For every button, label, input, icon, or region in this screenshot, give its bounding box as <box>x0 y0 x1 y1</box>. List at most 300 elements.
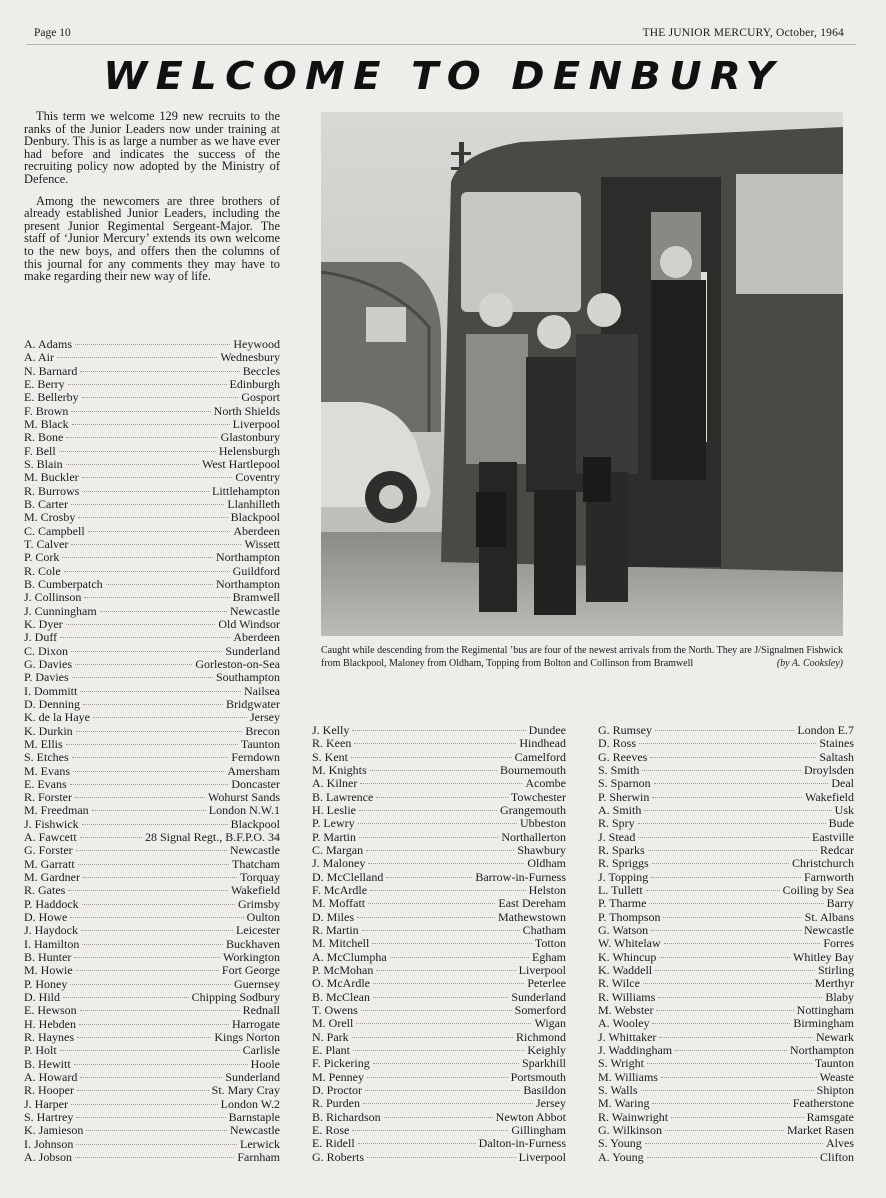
recruit-row <box>24 1031 280 1044</box>
recruit-hometown: Whitley Bay <box>793 949 854 964</box>
recruit-name: P. Honey <box>24 976 68 991</box>
recruit-row <box>24 578 280 591</box>
recruit-row <box>24 751 280 764</box>
recruit-row <box>312 1071 566 1084</box>
leader-dots <box>363 1103 533 1104</box>
recruit-row <box>598 1084 854 1097</box>
recruit-row <box>312 1137 566 1150</box>
recruit-name: E. Plant <box>312 1042 350 1057</box>
leader-dots <box>71 411 210 412</box>
recruit-row <box>312 1057 566 1070</box>
leader-dots <box>80 1010 240 1011</box>
leader-dots <box>370 890 526 891</box>
recruit-list-column-3 <box>598 724 854 1164</box>
recruit-hometown: Newton Abbot <box>495 1109 566 1124</box>
recruit-row <box>312 871 566 884</box>
leader-dots <box>77 1037 211 1038</box>
leader-dots <box>368 903 495 904</box>
recruit-row <box>24 498 280 511</box>
masthead: THE JUNIOR MERCURY, October, 1964 <box>642 27 844 39</box>
recruit-row <box>24 765 280 778</box>
recruit-hometown: Nottingham <box>796 1002 854 1017</box>
recruit-name: J. Cunningham <box>24 603 97 618</box>
leader-dots <box>76 1117 225 1118</box>
recruit-name: F. Pickering <box>312 1056 370 1071</box>
leader-dots <box>367 1077 508 1078</box>
recruit-name: D. Proctor <box>312 1082 362 1097</box>
recruit-hometown: Stirling <box>817 962 854 977</box>
leader-dots <box>646 890 780 891</box>
recruit-name: J. Haydock <box>24 923 78 938</box>
recruit-row <box>24 951 280 964</box>
recruit-name: P. Sherwin <box>598 789 650 804</box>
recruit-row <box>24 858 280 871</box>
recruit-row <box>598 804 854 817</box>
leader-dots <box>647 1157 817 1158</box>
recruit-hometown: Hindhead <box>519 736 566 751</box>
recruit-hometown: Saltash <box>819 749 854 764</box>
recruit-hometown: Wohurst Sands <box>207 790 280 805</box>
recruit-row <box>312 1111 566 1124</box>
recruit-hometown: Deal <box>831 776 854 791</box>
leader-dots <box>376 970 515 971</box>
recruit-hometown: Farnworth <box>804 869 854 884</box>
recruit-name: S. Sparnon <box>598 776 651 791</box>
recruit-hometown: North Shields <box>213 403 280 418</box>
recruit-row <box>24 458 280 471</box>
leader-dots <box>659 1037 813 1038</box>
recruit-name: R. Williams <box>598 989 656 1004</box>
recruit-name: T. Calver <box>24 536 69 551</box>
leader-dots <box>80 1077 222 1078</box>
leader-dots <box>78 864 229 865</box>
recruit-hometown: Merthyr <box>814 976 854 991</box>
recruit-hometown: Clifton <box>819 1149 854 1164</box>
recruit-row <box>598 844 854 857</box>
recruit-name: A. Adams <box>24 337 72 351</box>
recruit-row <box>312 991 566 1004</box>
leader-dots <box>373 997 508 998</box>
recruit-hometown: Sunderland <box>225 643 280 658</box>
leader-dots <box>70 984 231 985</box>
recruit-row <box>24 565 280 578</box>
recruit-name: A. McClumpha <box>312 949 387 964</box>
recruit-hometown: Keighly <box>527 1042 566 1057</box>
recruit-hometown: Grangemouth <box>500 802 566 817</box>
recruit-name: P. Cork <box>24 550 60 565</box>
recruit-hometown: Buckhaven <box>226 936 280 951</box>
leader-dots <box>656 1010 793 1011</box>
recruit-name: G. Roberts <box>312 1149 364 1164</box>
recruit-row <box>24 725 280 738</box>
recruit-row <box>24 831 280 844</box>
recruit-row <box>312 844 566 857</box>
recruit-hometown: Wakefield <box>230 883 280 898</box>
recruit-row <box>24 658 280 671</box>
leader-dots <box>78 517 227 518</box>
recruit-name: M. Howie <box>24 963 73 978</box>
recruit-row <box>598 1057 854 1070</box>
leader-dots <box>70 784 229 785</box>
recruit-row <box>24 938 280 951</box>
recruit-hometown: Featherstone <box>792 1096 854 1111</box>
recruit-hometown: Barrow-in-Furness <box>475 869 566 884</box>
leader-dots <box>359 810 497 811</box>
recruit-hometown: Totton <box>534 936 566 951</box>
recruit-hometown: Weaste <box>819 1069 854 1084</box>
recruit-name: S. Kent <box>312 749 348 764</box>
recruit-row <box>24 1111 280 1124</box>
recruit-row <box>312 791 566 804</box>
recruit-row <box>312 911 566 924</box>
leader-dots <box>80 837 142 838</box>
recruit-name: G. Davies <box>24 656 72 671</box>
recruit-hometown: Acombe <box>525 776 566 791</box>
recruit-hometown: Wissett <box>244 536 280 551</box>
recruit-row <box>598 991 854 1004</box>
recruit-row <box>598 1137 854 1150</box>
recruit-name: J. Kelly <box>312 723 350 737</box>
recruit-row <box>24 405 280 418</box>
recruit-name: E. Rose <box>312 1122 350 1137</box>
recruit-name: J. Fishwick <box>24 816 79 831</box>
leader-dots <box>75 1157 234 1158</box>
recruit-hometown: London N.W.1 <box>208 803 280 818</box>
recruit-name: P. Haddock <box>24 896 79 911</box>
recruit-hometown: Torquay <box>240 870 280 885</box>
recruit-hometown: Chatham <box>522 922 566 937</box>
recruit-name: P. McMohan <box>312 962 374 977</box>
recruit-hometown: Grimsby <box>238 896 280 911</box>
recruit-hometown: Farnham <box>237 1150 280 1165</box>
leader-dots <box>71 651 222 652</box>
recruit-name: I. Johnson <box>24 1136 74 1151</box>
recruit-name: M. Webster <box>598 1002 654 1017</box>
leader-dots <box>659 957 790 958</box>
recruit-hometown: Sparkhill <box>522 1056 566 1071</box>
leader-dots <box>66 437 217 438</box>
recruit-list-column-2 <box>312 724 566 1164</box>
recruit-name: B. Lawrence <box>312 789 374 804</box>
recruit-row <box>312 831 566 844</box>
recruit-hometown: Coventry <box>235 470 280 485</box>
leader-dots <box>64 571 230 572</box>
recruit-name: P. Martin <box>312 829 357 844</box>
leader-dots <box>654 783 829 784</box>
recruit-name: D. Hild <box>24 990 60 1005</box>
leader-dots <box>73 771 224 772</box>
recruit-row <box>598 817 854 830</box>
recruit-row <box>312 951 566 964</box>
recruit-hometown: Wigan <box>534 1016 566 1031</box>
recruit-hometown: Wakefield <box>804 789 854 804</box>
recruit-name: L. Tullett <box>598 882 643 897</box>
recruit-row <box>24 471 280 484</box>
recruit-row <box>598 951 854 964</box>
leader-dots <box>75 664 192 665</box>
leader-dots <box>652 1103 789 1104</box>
recruit-hometown: Newcastle <box>230 843 280 858</box>
recruit-row <box>598 1017 854 1030</box>
recruit-name: M. Garratt <box>24 856 75 871</box>
recruit-name: W. Whitelaw <box>598 936 661 951</box>
recruit-name: B. Hewitt <box>24 1056 71 1071</box>
recruit-hometown: Ubbeston <box>520 816 566 831</box>
recruit-hometown: East Dereham <box>498 896 566 911</box>
leader-dots <box>365 1090 520 1091</box>
recruit-row <box>24 671 280 684</box>
recruit-row <box>598 777 854 790</box>
recruit-hometown: Blackpool <box>230 510 280 525</box>
leader-dots <box>647 1063 812 1064</box>
recruit-hometown: Blackpool <box>230 816 280 831</box>
recruit-row <box>598 737 854 750</box>
recruit-hometown: Northallerton <box>501 829 566 844</box>
recruit-name: M. Orell <box>312 1016 354 1031</box>
recruit-hometown: Northampton <box>216 576 280 591</box>
recruit-name: R. Spriggs <box>598 856 649 871</box>
recruit-row <box>24 924 280 937</box>
leader-dots <box>370 770 497 771</box>
recruit-hometown: Gillingham <box>511 1122 566 1137</box>
recruit-name: B. Hunter <box>24 950 72 965</box>
recruit-name: M. Knights <box>312 762 367 777</box>
recruit-name: S. Smith <box>598 762 640 777</box>
recruit-name: R. Purden <box>312 1096 360 1111</box>
recruit-hometown: Newcastle <box>230 603 280 618</box>
recruit-hometown: Christchurch <box>792 856 854 871</box>
recruit-hometown: Jersey <box>250 710 280 725</box>
leader-dots <box>360 783 522 784</box>
leader-dots <box>671 1117 804 1118</box>
recruit-name: M. Buckler <box>24 470 79 485</box>
leader-dots <box>72 424 230 425</box>
recruit-name: G. Reeves <box>598 749 648 764</box>
recruit-hometown: Leicester <box>236 923 280 938</box>
leader-dots <box>664 943 821 944</box>
recruit-hometown: Forres <box>823 936 854 951</box>
recruit-name: P. Lewry <box>312 816 355 831</box>
recruit-row <box>312 857 566 870</box>
recruit-hometown: Helston <box>528 882 566 897</box>
recruit-row <box>312 1124 566 1137</box>
recruit-hometown: Helensburgh <box>218 443 280 458</box>
recruit-name: J. Collinson <box>24 590 82 605</box>
recruit-hometown: Guernsey <box>234 976 280 991</box>
recruit-row <box>24 1058 280 1071</box>
recruit-row <box>24 1098 280 1111</box>
recruit-row <box>24 1071 280 1084</box>
leader-dots <box>675 1050 787 1051</box>
recruit-name: E. Berry <box>24 376 65 391</box>
recruit-hometown: Southampton <box>215 670 280 685</box>
leader-dots <box>66 624 216 625</box>
recruit-hometown: Newcastle <box>230 1123 280 1138</box>
leader-dots <box>74 957 220 958</box>
recruit-hometown: Gosport <box>241 390 280 405</box>
intro-paragraph-2: Among the newcomers are three brothers of already established Junior Leaders, including the present Junior Regimental Sergeant-Major. The staff of ‘Junior Mercury’ extends its own welcome to the new boys, and offers then the columns of this journal for any comments they may have to make regarding their new way of life. <box>24 193 280 284</box>
leader-dots <box>644 810 831 811</box>
recruit-hometown: Kings Norton <box>214 1030 280 1045</box>
recruit-row <box>24 818 280 831</box>
recruit-name: B. McClean <box>312 989 370 1004</box>
recruit-row <box>598 871 854 884</box>
recruit-name: A. Young <box>598 1149 644 1164</box>
recruit-name: F. McArdle <box>312 882 368 897</box>
recruit-row <box>598 964 854 977</box>
recruit-row <box>24 791 280 804</box>
recruit-hometown: Blaby <box>825 989 854 1004</box>
leader-dots <box>652 863 789 864</box>
recruit-hometown: Richmond <box>516 1029 566 1044</box>
recruit-name: S. Blain <box>24 456 63 471</box>
recruit-row <box>24 391 280 404</box>
intro-text <box>24 110 280 292</box>
recruit-row <box>598 831 854 844</box>
recruit-hometown: Guildford <box>232 563 280 578</box>
recruit-hometown: Heywood <box>233 337 280 351</box>
recruit-row <box>24 445 280 458</box>
recruit-name: R. Bone <box>24 430 64 445</box>
recruit-row <box>24 525 280 538</box>
recruit-name: D. Howe <box>24 910 68 925</box>
recruit-row <box>24 418 280 431</box>
recruit-hometown: Peterlee <box>527 976 566 991</box>
recruit-row <box>24 338 280 351</box>
leader-dots <box>352 1130 508 1131</box>
recruit-row <box>598 1151 854 1164</box>
recruit-row <box>24 1124 280 1137</box>
recruit-hometown: Mathewstown <box>498 909 566 924</box>
leader-dots <box>88 531 231 532</box>
recruit-name: C. Margan <box>312 842 364 857</box>
recruit-name: R. Martin <box>312 922 359 937</box>
leader-dots <box>82 397 239 398</box>
recruit-row <box>24 884 280 897</box>
recruit-hometown: Thatcham <box>232 856 280 871</box>
leader-dots <box>354 743 516 744</box>
leader-dots <box>352 730 525 731</box>
recruit-hometown: London W.2 <box>220 1096 280 1111</box>
recruit-hometown: Bournemouth <box>500 762 566 777</box>
leader-dots <box>68 890 228 891</box>
recruit-row <box>24 645 280 658</box>
recruit-name: J. Harper <box>24 1096 68 1111</box>
leader-dots <box>60 1050 240 1051</box>
recruit-hometown: Hoole <box>250 1056 280 1071</box>
leader-dots <box>76 1144 237 1145</box>
recruit-hometown: Camelford <box>514 749 566 764</box>
recruit-row <box>24 738 280 751</box>
recruit-row <box>598 924 854 937</box>
leader-dots <box>655 730 794 731</box>
recruit-hometown: Redcar <box>820 842 854 857</box>
recruit-name: H. Hebden <box>24 1016 76 1031</box>
recruit-hometown: Shipton <box>816 1082 854 1097</box>
recruit-hometown: Rednall <box>242 1003 280 1018</box>
leader-dots <box>79 1024 229 1025</box>
recruit-name: S. Hartrey <box>24 1110 74 1125</box>
recruit-hometown: Liverpool <box>518 962 566 977</box>
recruit-row <box>312 1044 566 1057</box>
recruit-name: G. Watson <box>598 922 649 937</box>
recruit-name: B. Richardson <box>312 1109 381 1124</box>
recruit-name: M. Moffatt <box>312 896 366 911</box>
leader-dots <box>353 1050 524 1051</box>
recruit-row <box>24 485 280 498</box>
recruit-row <box>24 605 280 618</box>
recruit-hometown: 28 Signal Regt., B.F.P.O. 34 <box>144 830 280 845</box>
recruit-name: A. Smith <box>598 802 642 817</box>
leader-dots <box>72 757 229 758</box>
recruit-row <box>24 685 280 698</box>
leader-dots <box>351 757 512 758</box>
recruit-row <box>312 964 566 977</box>
bus-photo <box>321 112 843 636</box>
leader-dots <box>643 983 812 984</box>
recruit-row <box>24 431 280 444</box>
leader-dots <box>59 451 216 452</box>
recruit-name: D. Denning <box>24 696 80 711</box>
recruit-name: P. Davies <box>24 670 69 685</box>
recruit-row <box>24 591 280 604</box>
recruit-hometown: Brecon <box>245 723 280 738</box>
leader-dots <box>66 464 199 465</box>
recruit-name: S. Walls <box>598 1082 638 1097</box>
recruit-name: M. Crosby <box>24 510 76 525</box>
recruit-hometown: Taunton <box>814 1056 854 1071</box>
leader-dots <box>651 877 801 878</box>
recruit-name: R. Spry <box>598 816 635 831</box>
recruit-hometown: Llanhilleth <box>227 496 280 511</box>
recruit-name: I. Dommitt <box>24 683 78 698</box>
leader-dots <box>92 810 206 811</box>
leader-dots <box>651 930 801 931</box>
recruit-row <box>598 1004 854 1017</box>
leader-dots <box>638 837 809 838</box>
recruit-name: R. Burrows <box>24 483 80 498</box>
leader-dots <box>641 1090 814 1091</box>
recruit-hometown: Northampton <box>790 1042 854 1057</box>
recruit-name: R. Haynes <box>24 1030 74 1045</box>
leader-dots <box>658 997 822 998</box>
recruit-hometown: Bramwell <box>232 590 280 605</box>
recruit-name: M. Waring <box>598 1096 650 1111</box>
recruit-name: P. Tharme <box>598 896 647 911</box>
caption-text: Caught while descending from the Regimental ’bus are four of the newest arrivals from the North. They are J/Signalmen Fishwick from Blackpool, Maloney from Oldham, Topping from Bolton and Collinson from Bramwell <box>321 645 843 669</box>
recruit-name: M. Williams <box>598 1069 658 1084</box>
recruit-name: J. Stead <box>598 829 636 844</box>
recruit-row <box>312 977 566 990</box>
leader-dots <box>663 917 801 918</box>
leader-dots <box>384 1117 493 1118</box>
recruit-hometown: Towchester <box>510 789 566 804</box>
leader-dots <box>60 637 230 638</box>
recruit-name: M. Black <box>24 416 69 431</box>
recruit-row <box>24 1084 280 1097</box>
recruit-hometown: Chipping Sodbury <box>191 990 280 1005</box>
recruit-row <box>24 378 280 391</box>
recruit-hometown: Barry <box>826 896 854 911</box>
recruit-name: R. Sparks <box>598 842 645 857</box>
recruit-row <box>24 698 280 711</box>
recruit-name: M. Freedman <box>24 803 89 818</box>
photo-credit: (by A. Cooksley) <box>776 658 843 669</box>
recruit-row <box>24 711 280 724</box>
leader-dots <box>376 797 508 798</box>
recruit-row <box>598 857 854 870</box>
leader-dots <box>57 357 217 358</box>
